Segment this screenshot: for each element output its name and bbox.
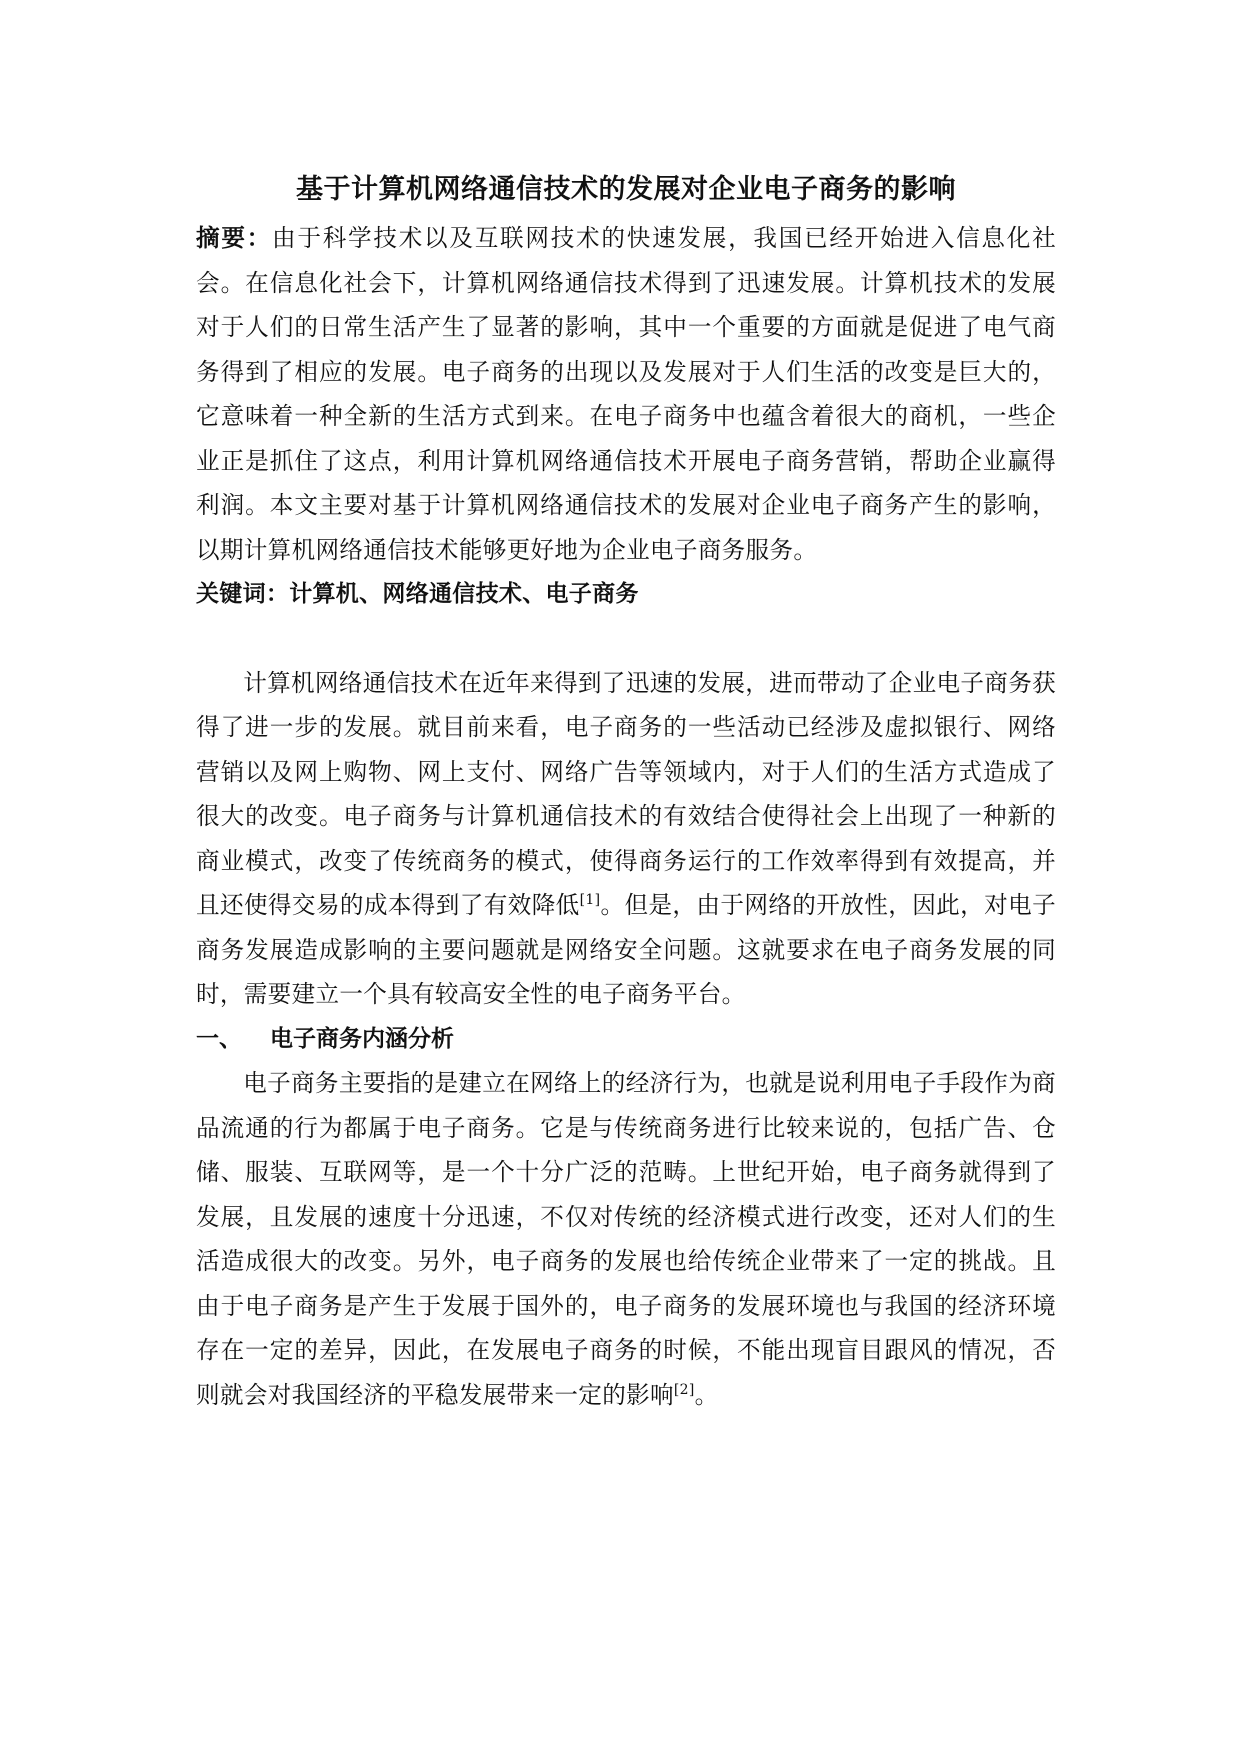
intro-paragraph (196, 661, 1056, 1017)
document-page (196, 170, 1056, 1417)
keywords-text: 计算机、网络通信技术、电子商务 (289, 581, 639, 607)
section-title: 电子商务内涵分析 (270, 1025, 454, 1052)
section-paragraph (196, 1061, 1056, 1417)
blank-line (196, 617, 1056, 661)
section-heading (196, 1017, 1056, 1062)
section-number: 一、 (196, 1025, 242, 1052)
abstract-paragraph (196, 216, 1056, 572)
section-text-part1: 电子商务主要指的是建立在网络上的经济行为，也就是说利用电子手段作为商品流通的行为都属于电子商务。它是与传统商务进行比较来说的，包括广告、仓储、服装、互联网等，是一个十分广泛的范畴。上世纪开始，电子商务就得到了发展，且发展的速度十分迅速，不仅对传统的经济模式进行改变，还对人们的生活造成很大的改变。另外，电子商务的发展也给传统企业带来了一定的挑战。且由于电子商务是产生于发展于国外的，电子商务的发展环境也与我国的经济环境存在一定的差异，因此，在发展电子商务的时候，不能出现盲目跟风的情况，否则就会对我国经济的平稳发展带来一定的影响 (196, 1069, 1056, 1409)
keywords-label: 关键词： (196, 581, 290, 607)
intro-text-part2: 。但是，由于网络的开放性，因此，对电子商务发展造成影响的主要问题就是网络安全问题。这就要求在电子商务发展的同时，需要建立一个具有较高安全性的电子商务平台。 (196, 891, 1056, 1008)
paper-title: 基于计算机网络通信技术的发展对企业电子商务的影响 (296, 174, 956, 205)
section-text-part2: 。 (694, 1380, 719, 1409)
abstract-label: 摘要： (196, 224, 273, 252)
citation-ref-2: [2] (673, 1381, 695, 1398)
citation-ref-1: [1] (579, 892, 601, 908)
intro-text-part1: 计算机网络通信技术在近年来得到了迅速的发展，进而带动了企业电子商务获得了进一步的发展。就目前来看，电子商务的一些活动已经涉及虚拟银行、网络营销以及网上购物、网上支付、网络广告等领域内，对于人们的生活方式造成了很大的改变。电子商务与计算机通信技术的有效结合使得社会上出现了一种新的商业模式，改变了传统商务的模式，使得商务运行的工作效率得到有效提高，并且还使得交易的成本得到了有效降低 (196, 668, 1056, 919)
abstract-text: 由于科学技术以及互联网技术的快速发展，我国已经开始进入信息化社会。在信息化社会下，计算机网络通信技术得到了迅速发展。计算机技术的发展对于人们的日常生活产生了显著的影响，其中一个重要的方面就是促进了电气商务得到了相应的发展。电子商务的出现以及发展对于人们生活的改变是巨大的，它意味着一种全新的生活方式到来。在电子商务中也蕴含着很大的商机，一些企业正是抓住了这点，利用计算机网络通信技术开展电子商务营销，帮助企业赢得利润。本文主要对基于计算机网络通信技术的发展对企业电子商务产生的影响，以期计算机网络通信技术能够更好地为企业电子商务服务。 (196, 224, 1056, 564)
keywords-line (196, 572, 1056, 617)
